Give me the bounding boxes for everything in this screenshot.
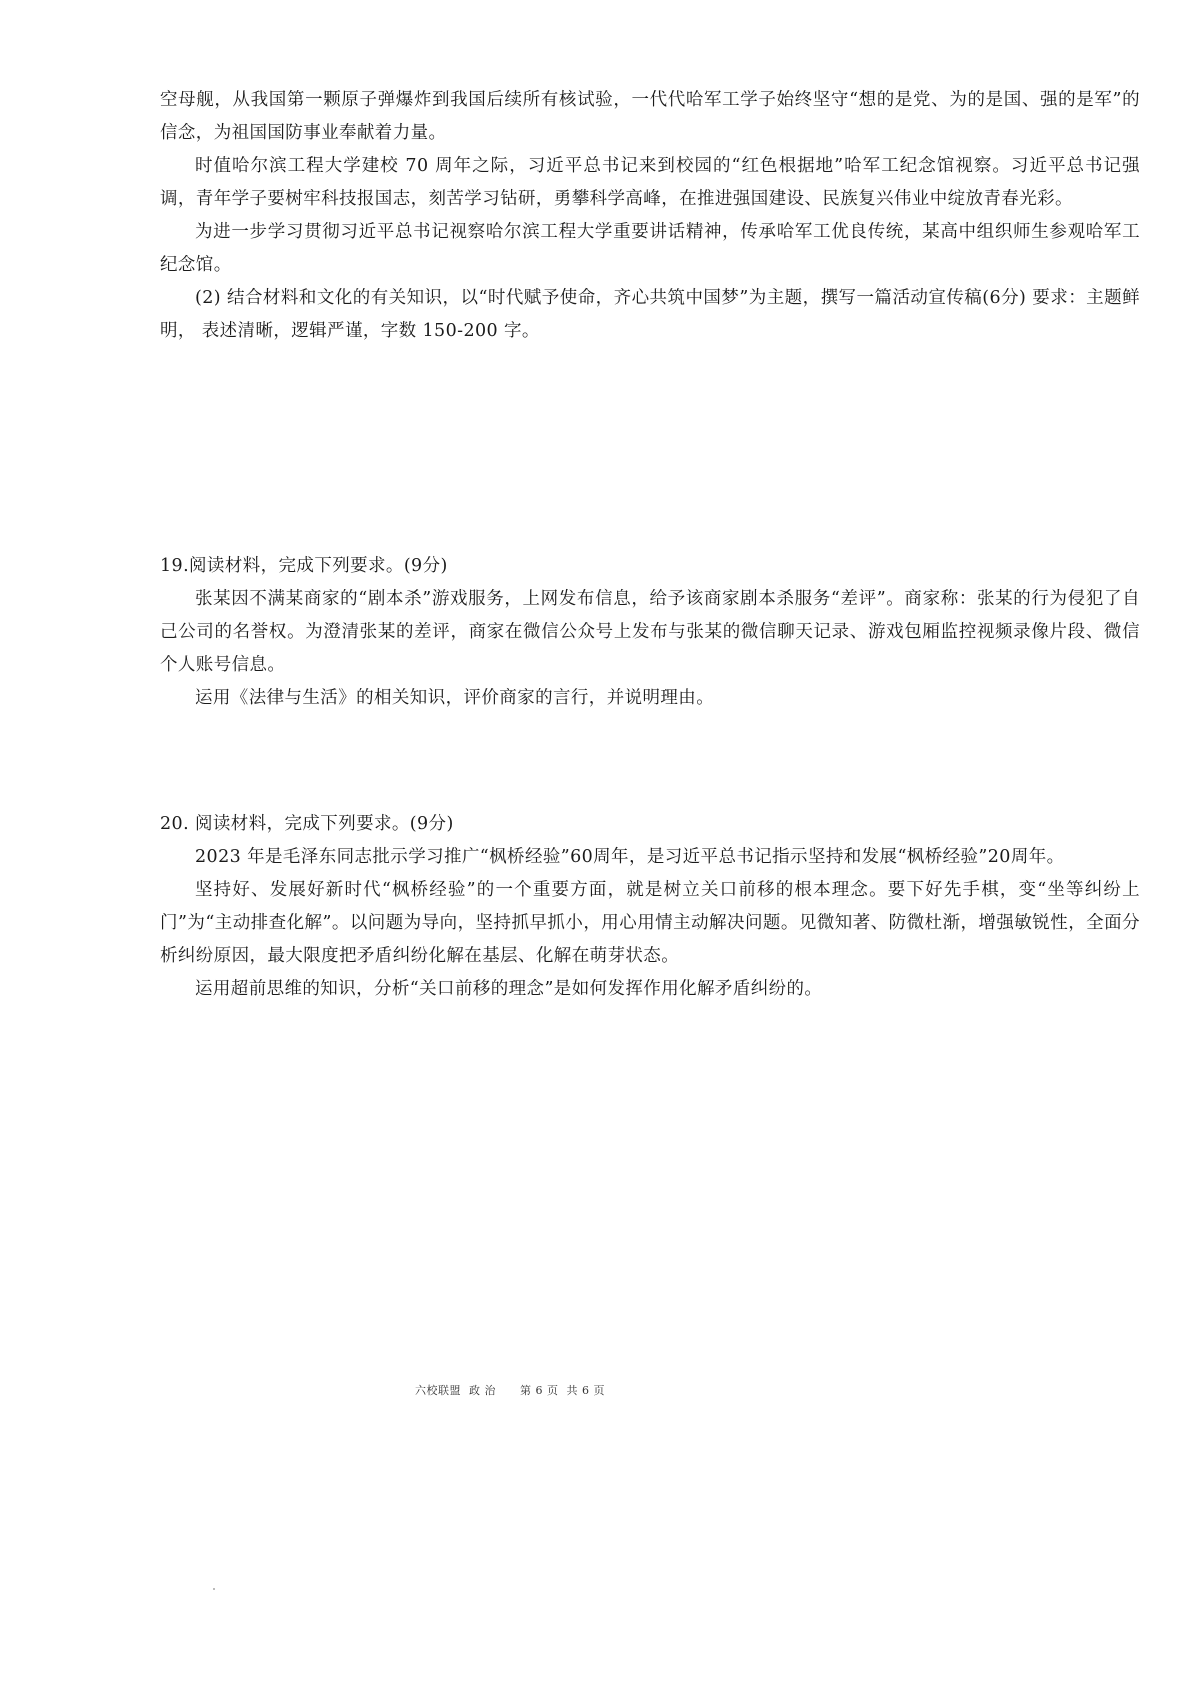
question-19 bbox=[160, 550, 1140, 715]
material-paragraph-3: 为进一步学习贯彻习近平总书记视察哈尔滨工程大学重要讲话精神，传承哈军工优良传统，某高中组织师生参观哈军工纪念馆。 bbox=[160, 222, 1140, 275]
question-20 bbox=[160, 808, 1140, 1006]
question-19-title: 19.阅读材料，完成下列要求。(9分) bbox=[160, 556, 448, 576]
scan-speck bbox=[213, 1588, 215, 1590]
material-paragraph-1: 空母舰，从我国第一颗原子弹爆炸到我国后续所有核试验，一代代哈军工学子始终坚守“想的是党、为的是国、强的是军”的信念，为祖国国防事业奉献着力量。 bbox=[160, 90, 1140, 143]
question-19-material: 张某因不满某商家的“剧本杀”游戏服务，上网发布信息，给予该商家剧本杀服务“差评”。商家称：张某的行为侵犯了自己公司的名誉权。为澄清张某的差评，商家在微信公众号上发布与张某的微信聊天记录、游戏包厢监控视频录像片段、微信个人账号信息。 bbox=[160, 589, 1140, 675]
material-paragraph-2: 时值哈尔滨工程大学建校 70 周年之际，习近平总书记来到校园的“红色根据地”哈军工纪念馆视察。习近平总书记强调，青年学子要树牢科技报国志，刻苦学习钻研，勇攀科学高峰，在推进强国建设、民族复兴伟业中绽放青春光彩。 bbox=[160, 156, 1140, 209]
question-20-material-2: 坚持好、发展好新时代“枫桥经验”的一个重要方面，就是树立关口前移的根本理念。要下好先手棋，变“坐等纠纷上门”为“主动排查化解”。以问题为导向，坚持抓早抓小，用心用情主动解决问题。见微知著、防微杜渐，增强敏锐性，全面分析纠纷原因，最大限度把矛盾纠纷化解在基层、化解在萌芽状态。 bbox=[160, 880, 1140, 966]
page-footer: 六校联盟 政 治 第 6 页 共 6 页 bbox=[415, 1384, 605, 1397]
material-section-top bbox=[160, 84, 1140, 348]
question-20-task: 运用超前思维的知识，分析“关口前移的理念”是如何发挥作用化解矛盾纠纷的。 bbox=[195, 979, 823, 999]
question-20-material-1: 2023 年是毛泽东同志批示学习推广“枫桥经验”60周年，是习近平总书记指示坚持和发展“枫桥经验”20周年。 bbox=[195, 847, 1065, 867]
question-19-task: 运用《法律与生活》的相关知识，评价商家的言行，并说明理由。 bbox=[195, 688, 715, 708]
question-18-part-2: (2) 结合材料和文化的有关知识，以“时代赋予使命，齐心共筑中国梦”为主题，撰写一篇活动宣传稿(6分) 要求：主题鲜明， 表述清晰，逻辑严谨，字数 150-200 字。 bbox=[160, 288, 1140, 341]
question-20-title: 20. 阅读材料，完成下列要求。(9分) bbox=[160, 814, 454, 834]
